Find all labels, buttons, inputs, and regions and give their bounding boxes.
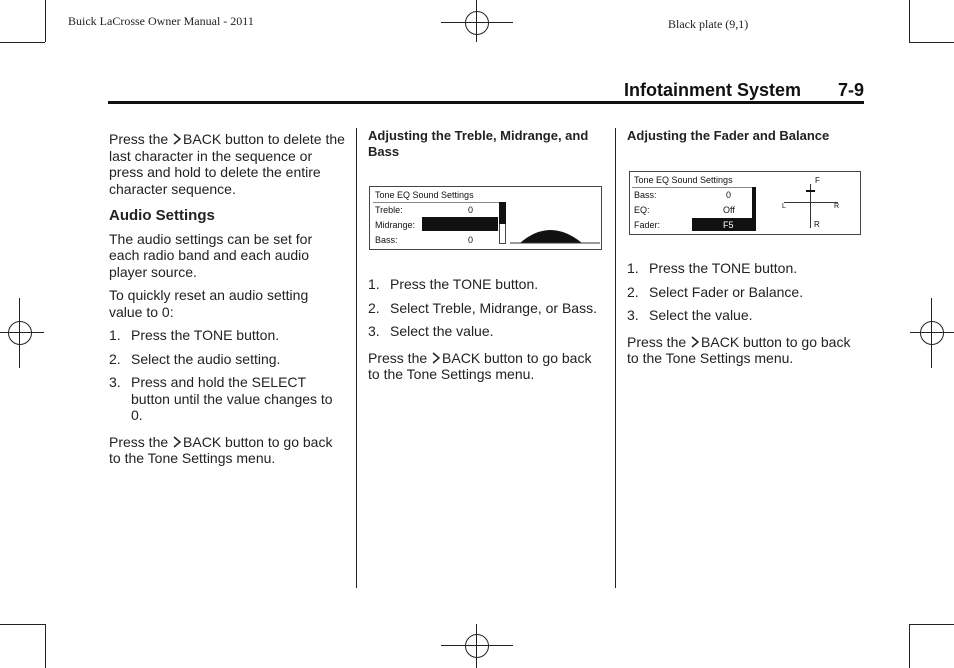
crop-mark (0, 624, 45, 625)
tone-eq-screen (369, 186, 602, 250)
left-label: L (782, 203, 786, 210)
paragraph: The audio settings can be set for each radio band and each audio player source. (109, 230, 313, 280)
section-heading: Audio Settings (109, 207, 215, 224)
list-item: 2. Select Treble, Midrange, or Bass. (368, 299, 597, 316)
screen-row-value: 0 (468, 205, 474, 215)
screen-row-label: EQ: (634, 205, 650, 215)
list-item: 2. Select the audio setting. (109, 350, 281, 367)
front-label: F (815, 176, 820, 185)
balance-axis (784, 202, 838, 203)
screen-row-label: Midrange: (375, 220, 416, 230)
registration-mark (465, 11, 489, 35)
back-arrow-icon (173, 436, 181, 448)
list-item: 3. Select the value. (627, 307, 753, 323)
column-3-body (627, 260, 863, 374)
screen-title: Tone EQ Sound Settings (634, 175, 733, 185)
column-1 (109, 131, 345, 474)
list-item: 1. Press the TONE button. (109, 327, 280, 343)
screen-row-label: Fader: (634, 220, 661, 230)
page-number: 7-9 (838, 80, 865, 100)
paragraph: Press the BACK button to go back to the Tone Settings menu. (109, 433, 333, 466)
fader-position-marker (806, 190, 815, 192)
header-rule (108, 101, 864, 104)
screen-row-label: Bass: (375, 235, 398, 245)
registration-mark (476, 624, 477, 668)
list-item: 3. Press and hold the SELECT button until the value changes to 0. (109, 374, 333, 423)
screen-title: Tone EQ Sound Settings (375, 190, 474, 200)
rear-label: R (814, 220, 820, 229)
list-item: 1. Press the TONE button. (627, 260, 798, 276)
column-3 (627, 128, 863, 152)
steps-list (368, 276, 604, 340)
screen-row-value: 0 (468, 235, 474, 245)
registration-mark (476, 0, 477, 42)
divider (373, 202, 503, 203)
list-item: 1. Press the TONE button. (368, 276, 539, 292)
paragraph: Press the BACK button to go back to the Tone Settings menu. (368, 349, 592, 382)
screen-row-label: Treble: (375, 205, 403, 215)
back-arrow-icon (691, 336, 699, 348)
level-slider-fill (499, 202, 506, 224)
crop-mark (0, 42, 45, 43)
registration-mark (465, 634, 489, 658)
crop-mark (909, 624, 954, 625)
registration-mark (441, 645, 513, 646)
back-arrow-icon (432, 352, 440, 364)
crop-mark (45, 624, 46, 668)
column-2-body (368, 276, 604, 390)
screen-row-value: 0 (726, 190, 732, 200)
paragraph: Press the BACK button to delete the last character in the sequence or press and hold to delete the entire character sequence. (109, 131, 345, 197)
steps-list (627, 260, 863, 324)
list-item: 2. Select Fader or Balance. (627, 283, 804, 300)
list-item: 3. Select the value. (368, 323, 494, 339)
registration-mark (441, 22, 513, 23)
section-heading: Adjusting the Fader and Balance (627, 128, 830, 143)
manual-title: Buick LaCrosse Owner Manual - 2011 (68, 14, 254, 28)
registration-mark (931, 298, 932, 368)
section-heading: Adjusting the Treble, Midrange, and Bass (368, 128, 589, 159)
selected-row-highlight (422, 217, 498, 231)
selection-bar (752, 187, 756, 231)
registration-mark (19, 298, 20, 368)
column-divider (615, 128, 616, 588)
registration-mark (8, 321, 32, 345)
crop-mark (909, 0, 910, 42)
screen-row-value: Off (723, 205, 735, 215)
screen-row-value: F5 (723, 220, 734, 230)
divider (632, 187, 752, 188)
section-title: Infotainment System (624, 80, 802, 100)
registration-mark (920, 321, 944, 345)
paragraph: Press the BACK button to go back to the Tone Settings menu. (627, 333, 851, 366)
steps-list (109, 327, 345, 424)
eq-curve-graphic (510, 207, 600, 247)
crop-mark (909, 624, 910, 668)
column-2 (368, 128, 604, 168)
right-label: R (834, 203, 840, 210)
registration-mark (0, 332, 44, 333)
plate-label: Black plate (9,1) (668, 17, 749, 31)
crop-mark (45, 0, 46, 42)
column-divider (356, 128, 357, 588)
fader-balance-screen (629, 171, 861, 235)
screen-row-label: Bass: (634, 190, 657, 200)
registration-mark (910, 332, 954, 333)
crop-mark (909, 42, 954, 43)
back-arrow-icon (173, 133, 181, 145)
paragraph: To quickly reset an audio setting value to 0: (109, 287, 309, 320)
